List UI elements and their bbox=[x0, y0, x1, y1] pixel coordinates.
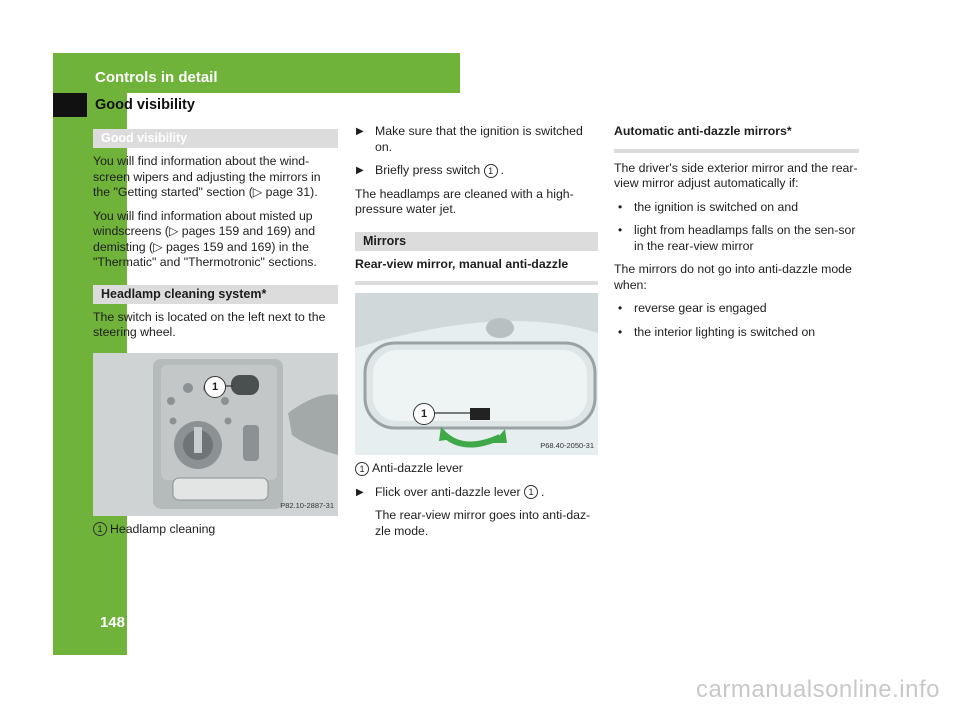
bullet-icon: • bbox=[618, 199, 623, 214]
bullet-icon: • bbox=[618, 324, 623, 339]
callout-number: 1 bbox=[524, 485, 538, 499]
section-heading-good-visibility: Good visibility bbox=[93, 129, 338, 148]
paragraph: The driver's side exterior mirror and the rear-view mirror adjust automatically if: bbox=[614, 160, 858, 190]
paragraph: You will find information about the wind-screen wipers and adjusting the mirrors in the "Getting started" section (▷ page 31). bbox=[93, 154, 321, 199]
bullet-item bbox=[614, 200, 859, 216]
rear-view-mirror-image bbox=[355, 293, 598, 455]
bullet-text: reverse gear is engaged bbox=[634, 301, 767, 315]
caption-text: Headlamp cleaning bbox=[110, 521, 216, 536]
step bbox=[355, 163, 598, 179]
bullet-text: light from headlamps falls on the sen-sor in the rear-view mirror bbox=[634, 223, 856, 253]
step-arrow-icon: ▶ bbox=[356, 165, 364, 176]
paragraph: The switch is located on the left next to the steering wheel. bbox=[93, 309, 326, 339]
step-end: . bbox=[541, 484, 545, 499]
bullet-item bbox=[614, 223, 859, 254]
paragraph: The mirrors do not go into anti-dazzle mode when: bbox=[614, 262, 852, 292]
caption-text: Anti-dazzle lever bbox=[372, 461, 463, 475]
subheading-rear-view-mirror: Rear-view mirror, manual anti-dazzle bbox=[355, 256, 569, 271]
bullet-item bbox=[614, 325, 859, 341]
callout-number: 1 bbox=[355, 462, 369, 476]
headlamp-switch-image bbox=[93, 353, 338, 516]
step-end: . bbox=[500, 163, 505, 177]
subheading-rule bbox=[614, 149, 859, 153]
subheading-automatic-anti-dazzle: Automatic anti-dazzle mirrors* bbox=[614, 124, 792, 138]
column-middle bbox=[355, 124, 598, 547]
section-title: Controls in detail bbox=[95, 69, 218, 86]
section-heading-headlamp-cleaning: Headlamp cleaning system* bbox=[93, 285, 338, 304]
bullet-text: the interior lighting is switched on bbox=[634, 324, 816, 339]
callout-1: 1 bbox=[413, 403, 435, 425]
step bbox=[355, 124, 598, 155]
watermark: carmanualsonline.info bbox=[696, 676, 940, 703]
page-title: Good visibility bbox=[95, 97, 195, 113]
step-arrow-icon: ▶ bbox=[356, 486, 364, 498]
paragraph: You will find information about misted up windscreens (▷ pages 159 and 169) and demisting (▷ pages 159 and 169) in the "Thermatic" and "Thermotronic" sections. bbox=[93, 208, 317, 269]
page-number: 148 bbox=[99, 614, 125, 631]
bullet-item bbox=[614, 301, 859, 317]
section-heading-mirrors: Mirrors bbox=[355, 232, 598, 251]
callout-number: 1 bbox=[93, 522, 107, 536]
image-code: P68.40-2050-31 bbox=[540, 440, 594, 450]
image-caption bbox=[355, 461, 598, 477]
bullet-icon: • bbox=[618, 223, 623, 237]
column-left bbox=[93, 129, 338, 545]
image-caption bbox=[93, 522, 338, 538]
column-right bbox=[614, 124, 859, 348]
step-text: Make sure that the ignition is switched on. bbox=[375, 124, 583, 154]
subheading-rule bbox=[355, 281, 598, 285]
bullet-text: the ignition is switched on and bbox=[634, 199, 799, 214]
page-title-marker bbox=[53, 93, 87, 117]
step bbox=[355, 485, 598, 501]
callout-number: 1 bbox=[484, 164, 498, 178]
step-text: Briefly press switch bbox=[375, 163, 481, 177]
bullet-icon: • bbox=[618, 301, 623, 315]
image-code: P82.10-2887-31 bbox=[280, 501, 334, 510]
paragraph: The headlamps are cleaned with a high-pressure water jet. bbox=[355, 186, 574, 216]
step-text: Flick over anti-dazzle lever bbox=[375, 484, 521, 499]
paragraph: The rear-view mirror goes into anti-daz-zle mode. bbox=[375, 508, 591, 538]
rear-view-mirror-illustration bbox=[355, 293, 598, 455]
callout-1: 1 bbox=[204, 376, 226, 398]
step-arrow-icon: ▶ bbox=[356, 126, 364, 137]
